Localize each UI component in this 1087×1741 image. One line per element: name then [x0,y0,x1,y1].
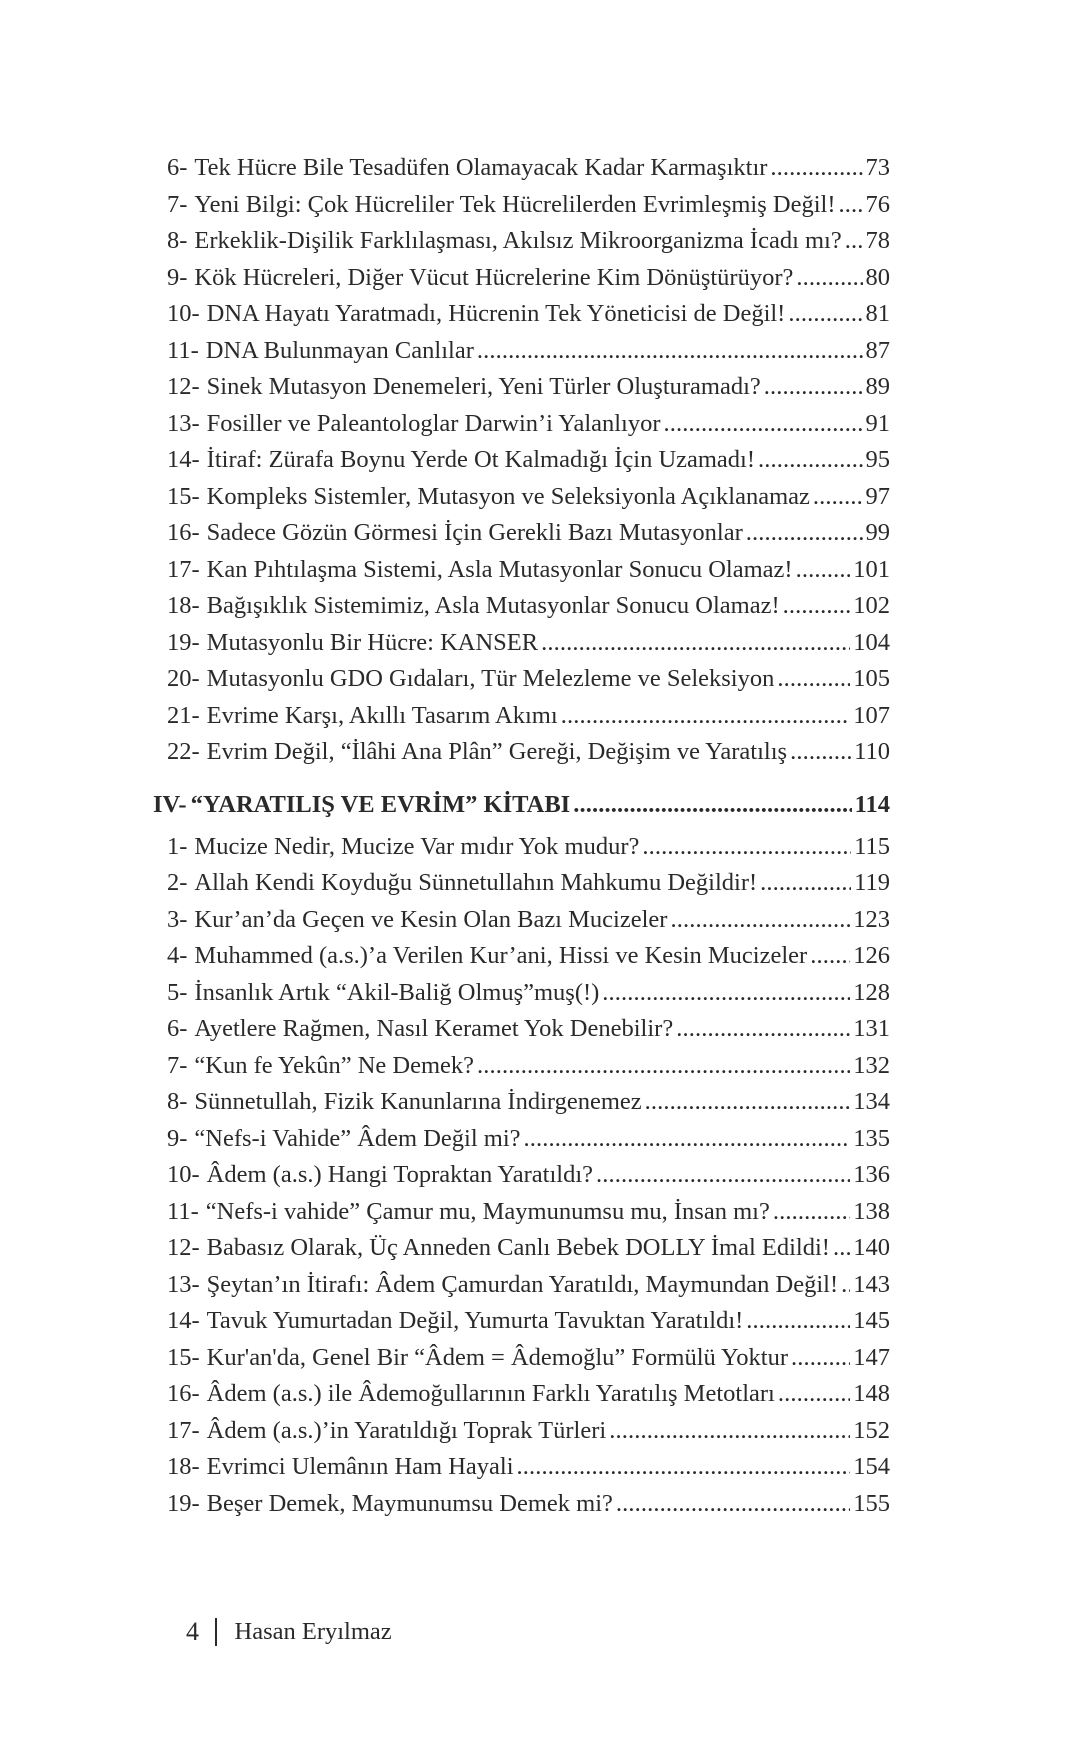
entry-page-number: 145 [853,1307,890,1334]
entry-number: 4- [167,942,188,969]
entry-title: Babasız Olarak, Üç Anneden Canlı Bebek DOLLY İmal Edildi! [206,1234,830,1261]
entry-number: 6- [167,154,188,181]
dot-leader [788,300,862,328]
entry-title: Beşer Demek, Maymunumsu Demek mi? [206,1489,613,1517]
dot-leader [810,942,850,970]
toc-entry [167,665,890,702]
entry-title: Âdem (a.s.)’in Yaratıldığı Toprak Türleri [206,1416,607,1444]
dot-leader [841,1271,850,1299]
entry-page-number: 155 [853,1489,890,1517]
entry-number: 12- [167,1234,200,1261]
entry-title: Ayetlere Rağmen, Nasıl Keramet Yok Denebilir? [194,1015,674,1042]
entry-title: Âdem (a.s.) Hangi Topraktan Yaratıldı? [206,1161,594,1188]
toc-entry [167,906,890,943]
dot-leader [778,1380,850,1408]
entry-title: Kur’an’da Geçen ve Kesin Olan Bazı Mucizeler [194,905,668,933]
toc-entry [167,154,890,191]
entry-page-number: 91 [865,409,890,437]
dot-leader [573,791,851,819]
dot-leader [773,1198,850,1226]
entry-number: 20- [167,665,200,692]
section-title: “YARATILIŞ VE EVRİM” KİTABI [190,790,571,818]
entry-page-number: 147 [853,1343,890,1371]
entry-number: 11- [167,336,199,364]
toc-entry [167,1015,890,1052]
entry-number: 16- [167,519,200,546]
entry-number: 18- [167,592,200,619]
entry-title: DNA Bulunmayan Canlılar [205,336,474,364]
toc-entry [167,410,890,447]
folio-page-number: 4 [186,1617,199,1646]
entry-page-number: 73 [865,154,890,181]
dot-leader [517,1453,851,1481]
entry-page-number: 136 [853,1161,890,1188]
entry-number: 13- [167,1270,200,1298]
entry-page-number: 143 [853,1270,890,1298]
entry-number: 13- [167,409,200,437]
toc-entry [167,519,890,556]
footer-separator [215,1618,217,1646]
entry-number: 14- [167,1307,200,1334]
entry-page-number: 134 [853,1088,890,1115]
entry-title: Âdem (a.s.) ile Âdemoğullarının Farklı Yaratılış Metotları [206,1380,775,1407]
toc-entry [167,942,890,979]
entry-number: 12- [167,373,200,400]
entry-number: 7- [167,1051,188,1079]
entry-title: Sinek Mutasyon Denemeleri, Yeni Türler Oluşturamadı? [206,373,761,400]
dot-leader [783,592,851,620]
entry-number: 9- [167,263,188,291]
toc-entry [167,556,890,593]
page-footer [186,1617,392,1647]
entry-number: 11- [167,1197,199,1225]
toc-entry [167,1271,890,1308]
toc-entry [167,869,890,906]
entry-number: 17- [167,1416,200,1444]
dot-leader [645,1088,851,1116]
entry-title: Evrim Değil, “İlâhi Ana Plân” Gereği, Değişim ve Yaratılış [206,738,788,765]
entry-page-number: 107 [853,701,890,729]
toc-entry [167,738,890,775]
entry-page-number: 135 [853,1124,890,1152]
dot-leader [602,979,850,1007]
entry-page-number: 76 [865,190,890,218]
dot-leader [561,702,851,730]
dot-leader [764,373,863,401]
entry-page-number: 80 [865,263,890,291]
dot-leader [616,1490,850,1518]
entry-title: “Nefs-i Vahide” Âdem Değil mi? [194,1124,521,1152]
entry-page-number: 104 [853,628,890,656]
entry-title: Evrime Karşı, Akıllı Tasarım Akımı [206,701,558,729]
entry-title: Kök Hücreleri, Diğer Vücut Hücrelerine Kim Dönüştürüyor? [194,263,794,291]
entry-page-number: 148 [853,1380,890,1407]
toc-entry [167,1344,890,1381]
section-page-number: 114 [854,790,890,818]
dot-leader [524,1125,851,1153]
dot-leader [796,264,862,292]
entry-title: Fosiller ve Paleantologlar Darwin’i Yalanlıyor [206,409,661,437]
entry-title: İnsanlık Artık “Akil-Baliğ Olmuş”muş(!) [194,978,600,1006]
entry-page-number: 128 [853,978,890,1006]
entry-page-number: 95 [865,446,890,473]
toc-entry [167,1453,890,1490]
entry-number: 3- [167,905,188,933]
toc-entry [167,1417,890,1454]
entry-number: 22- [167,738,200,765]
dot-leader [609,1417,850,1445]
entry-number: 15- [167,1343,200,1371]
dot-leader [770,154,862,182]
entry-title: Sünnetullah, Fizik Kanunlarına İndirgenemez [194,1088,642,1115]
toc-entry [167,1234,890,1271]
toc-entry [167,300,890,337]
toc-entry [167,1088,890,1125]
entry-title: “Nefs-i vahide” Çamur mu, Maymunumsu mu, İnsan mı? [205,1197,770,1225]
toc-entry [167,264,890,301]
dot-leader [746,1307,850,1335]
entry-number: 9- [167,1124,188,1152]
entry-title: Erkeklik-Dişilik Farklılaşması, Akılsız Mikroorganizma İcadı mı? [194,227,842,254]
entry-page-number: 102 [853,592,890,619]
toc-entry [167,373,890,410]
entry-title: Evrimci Ulemânın Ham Hayali [206,1453,514,1480]
entry-number: 17- [167,555,200,583]
dot-leader [664,410,863,438]
toc-entry [167,227,890,264]
entry-page-number: 115 [854,832,890,860]
entry-title: Kan Pıhtılaşma Sistemi, Asla Mutasyonlar Sonucu Olamaz! [206,555,793,583]
entry-page-number: 132 [853,1051,890,1079]
entry-page-number: 78 [865,227,890,254]
dot-leader [813,483,863,511]
entry-number: 16- [167,1380,200,1407]
toc-entry [167,1307,890,1344]
entry-number: 6- [167,1015,188,1042]
dot-leader [760,869,851,897]
toc-group-before [167,154,890,775]
entry-number: 14- [167,446,200,473]
entry-title: Allah Kendi Koyduğu Sünnetullahın Mahkumu Değildir! [194,869,758,896]
dot-leader [790,738,851,766]
dot-leader [845,227,863,255]
dot-leader [676,1015,850,1043]
author-name: Hasan Eryılmaz [234,1618,392,1645]
entry-number: 1- [167,832,188,860]
dot-leader [791,1344,850,1372]
entry-title: Bağışıklık Sistemimiz, Asla Mutasyonlar Sonucu Olamaz! [206,592,780,619]
entry-title: Muhammed (a.s.)’a Verilen Kur’ani, Hissi ve Kesin Mucizeler [194,942,808,969]
dot-leader [596,1161,850,1189]
toc-entry [167,191,890,228]
toc-entry [167,1380,890,1417]
entry-page-number: 119 [854,869,890,896]
entry-page-number: 131 [853,1015,890,1042]
entry-number: 8- [167,1088,188,1115]
toc-entry [167,1052,890,1089]
toc-entry [167,483,890,520]
entry-page-number: 89 [865,373,890,400]
entry-title: DNA Hayatı Yaratmadı, Hücrenin Tek Yöneticisi de Değil! [206,300,786,327]
entry-title: İtiraf: Zürafa Boynu Yerde Ot Kalmadığı İçin Uzamadı! [206,446,756,473]
dot-leader [758,446,862,474]
toc-entry [167,833,890,870]
entry-title: Mucize Nedir, Mucize Var mıdır Yok mudur? [194,832,640,860]
entry-page-number: 126 [853,942,890,969]
toc-entry [167,702,890,739]
entry-number: 8- [167,227,188,254]
entry-title: Mutasyonlu GDO Gıdaları, Tür Melezleme ve Seleksiyon [206,665,775,692]
toc-entry [167,629,890,666]
entry-number: 21- [167,701,200,729]
entry-page-number: 152 [853,1416,890,1444]
entry-number: 7- [167,190,188,218]
toc-entry [167,446,890,483]
section-number: IV- [153,790,187,818]
entry-title: Tavuk Yumurtadan Değil, Yumurta Tavuktan Yaratıldı! [206,1307,744,1334]
dot-leader [477,337,863,365]
dot-leader [796,556,851,584]
toc-group-after [167,833,890,1527]
entry-page-number: 87 [865,336,890,364]
entry-title: Tek Hücre Bile Tesadüfen Olamayacak Kadar Karmaşıktır [194,154,768,181]
dot-leader [642,833,851,861]
entry-page-number: 123 [853,905,890,933]
entry-title: Kompleks Sistemler, Mutasyon ve Seleksiyonla Açıklanamaz [206,482,810,510]
entry-page-number: 81 [865,300,890,327]
toc-entry [167,592,890,629]
entry-page-number: 110 [854,738,890,765]
dot-leader [541,629,850,657]
entry-page-number: 138 [853,1197,890,1225]
dot-leader [746,519,863,547]
entry-title: Şeytan’ın İtirafı: Âdem Çamurdan Yaratıldı, Maymundan Değil! [206,1270,839,1298]
entry-page-number: 105 [853,665,890,692]
toc-entry [167,337,890,374]
dot-leader [833,1234,850,1262]
entry-page-number: 140 [853,1234,890,1261]
dot-leader [777,665,850,693]
table-of-contents [153,154,890,1526]
entry-number: 10- [167,1161,200,1188]
entry-page-number: 154 [853,1453,890,1480]
entry-number: 10- [167,300,200,327]
entry-title: “Kun fe Yekûn” Ne Demek? [194,1051,475,1079]
toc-entry [167,1490,890,1527]
entry-title: Mutasyonlu Bir Hücre: KANSER [206,628,539,656]
dot-leader [477,1052,850,1080]
toc-entry [167,1125,890,1162]
entry-title: Sadece Gözün Görmesi İçin Gerekli Bazı Mutasyonlar [206,519,743,546]
toc-entry [167,979,890,1016]
toc-entry [167,1161,890,1198]
entry-number: 19- [167,628,200,656]
entry-title: Kur'an'da, Genel Bir “Âdem = Âdemoğlu” Formülü Yoktur [206,1343,788,1371]
entry-number: 15- [167,482,200,510]
entry-page-number: 101 [853,555,890,583]
entry-number: 2- [167,869,188,896]
entry-page-number: 97 [865,482,890,510]
entry-number: 18- [167,1453,200,1480]
dot-leader [839,191,863,219]
dot-leader [670,906,850,934]
entry-number: 19- [167,1489,200,1517]
entry-title: Yeni Bilgi: Çok Hücreliler Tek Hücrelilerden Evrimleşmiş Değil! [194,190,836,218]
toc-section-heading [153,791,890,827]
entry-page-number: 99 [865,519,890,546]
entry-number: 5- [167,978,188,1006]
toc-entry [167,1198,890,1235]
